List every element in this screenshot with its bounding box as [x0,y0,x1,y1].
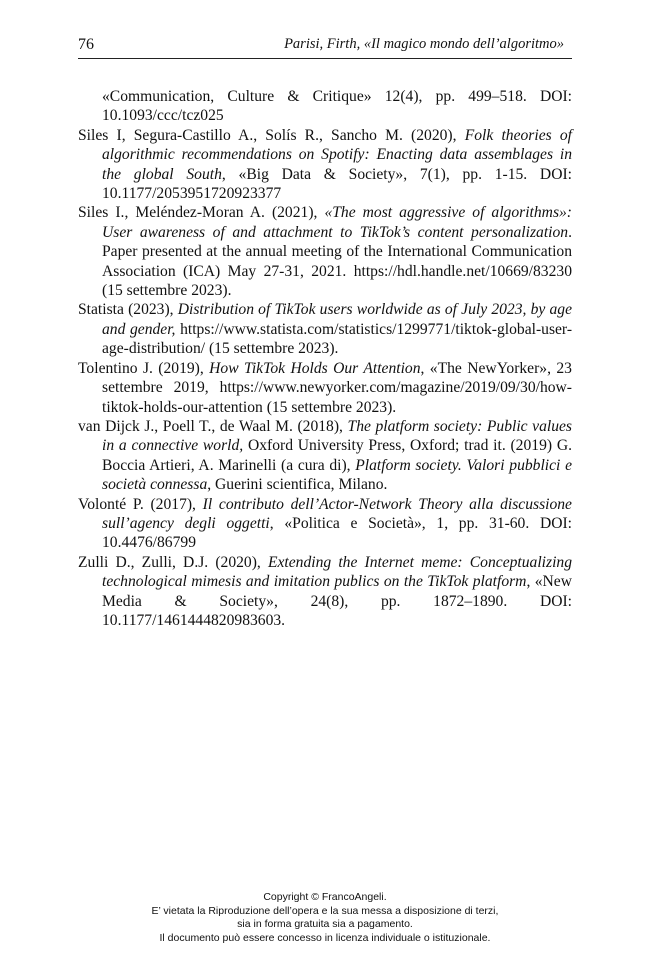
reference-title: The platform society: Public values in a connective world, [102,417,572,455]
copyright-line: E’ vietata la Riproduzione dell’opera e la sua messa a disposizione di terzi, [151,904,499,917]
reference-entry: Siles I, Segura-Castillo A., Solís R., Sancho M. (2020), Folk theories of algorithmic recommendations on Spotify: Enacting data assemblages in the global South, «Big Data & Society», 7(1), pp. 1-15. DOI: 10.1177/2053951720923377 [78,126,572,203]
reference-title: Il contributo dell’Actor-Network Theory alla discussione sull’agency degli oggetti [102,495,572,532]
page-number: 76 [78,36,94,53]
reference-entry: Siles I., Meléndez-Moran A. (2021), «The most aggressive of algorithms»: User awareness of and attachment to TikTok’s content personalization. Paper presented at the annual meeting of the International Communication Association (ICA) May 27-31, 2021. https://hdl.handle.net/10669/83230 (15 settembre 2023). [78,204,573,300]
reference-list [78,87,572,630]
running-title: Parisi, Firth, «Il magico mondo dell’algoritmo» [284,36,564,52]
copyright-line: Copyright © FrancoAngeli. [263,891,387,903]
reference-title-translation: Platform society. Valori pubblici e società connessa [102,456,572,494]
reference-entry-continuation: «Communication, Culture & Critique» 12(4), pp. 499–518. DOI: 10.1093/ccc/tcz025 [102,88,572,125]
reference-entry: Zulli D., Zulli, D.J. (2020), Extending the Internet meme: Conceptualizing technological mimesis and imitation publics on the TikTok platform, «New Media & Society», 24(8), pp. 1872–1890. DOI: 10.1177/1461444820983603. [78,553,572,629]
reference-entry: Volonté P. (2017), Il contributo dell’Actor-Network Theory alla discussione sull’agency degli oggetti, «Politica e Società», 1, pp. 31-60. DOI: 10.4476/86799 [78,495,572,552]
copyright-notice [0,891,650,945]
reference-title: How TikTok Holds Our Attention [209,359,421,377]
copyright-line: sia in forma gratuita sia a pagamento. [237,918,413,931]
reference-entry: van Dijck J., Poell T., de Waal M. (2018), The platform society: Public values in a connective world, Oxford University Press, Oxford; trad it. (2019) G. Boccia Artieri, A. Marinelli (a cura di), Platform society. Valori pubblici e società connessa, Guerini scientifica, Milano. [78,417,572,494]
page-header [78,36,572,60]
reference-title: Folk theories of algorithmic recommendations on Spotify: Enacting data assemblages in the global South [102,126,572,183]
reference-entry: Tolentino J. (2019), How TikTok Holds Our Attention, «The NewYorker», 23 settembre 2019, https://www.newyorker.com/magazine/2019/09/30/how-tiktok-holds-our-attention (15 settembre 2023). [78,359,572,416]
reference-title: «The most aggressive of algorithms»: User awareness of and attachment to TikTok’s content personalization [102,204,573,241]
reference-title: Distribution of TikTok users worldwide as of July 2023, by age and gender, [102,301,572,338]
reference-title: Extending the Internet meme: Conceptualizing technological mimesis and imitation publics on the TikTok platform [102,553,572,591]
reference-entry: Statista (2023), Distribution of TikTok users worldwide as of July 2023, by age and gender, https://www.statista.com/statistics/1299771/tiktok-global-user-age-distribution/ (15 settembre 2023). [78,301,573,358]
header-rule [78,58,572,59]
copyright-line: Il documento può essere concesso in licenza individuale o istituzionale. [159,931,491,944]
